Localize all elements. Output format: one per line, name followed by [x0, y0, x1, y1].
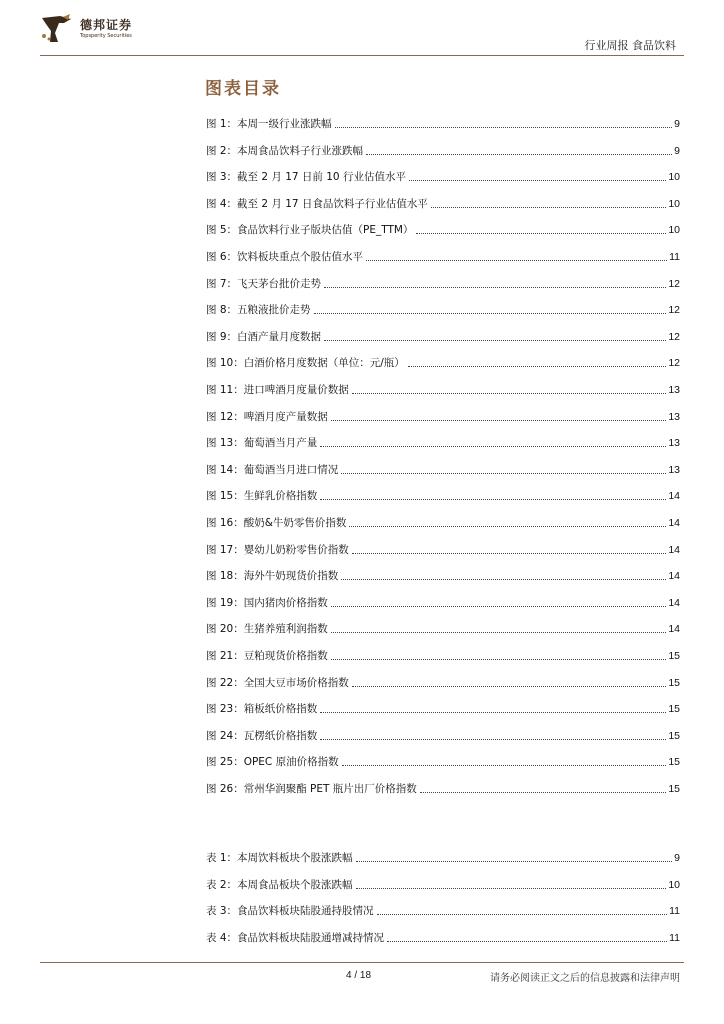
toc-entry-page: 12	[668, 304, 680, 317]
logo-english-text: Topsperity Securities	[80, 33, 132, 39]
toc-entry-label: 表 4：食品饮料板块陆股通增减持情况	[206, 931, 385, 944]
dot-leader	[320, 739, 666, 740]
toc-entry-label: 图 2：本周食品饮料子行业涨跌幅	[206, 144, 364, 157]
dot-leader	[342, 765, 667, 766]
figure-toc-entry[interactable]	[206, 170, 680, 184]
toc-entry-label: 图 4：截至 2 月 17 日食品饮料子行业估值水平	[206, 197, 428, 210]
figure-toc-entry[interactable]	[206, 250, 680, 264]
toc-entry-page: 11	[669, 931, 680, 944]
dot-leader	[366, 154, 672, 155]
dot-leader	[349, 526, 666, 527]
toc-entry-label: 图 20：生猪养殖利润指数	[206, 623, 328, 636]
toc-entry-label: 图 6：饮料板块重点个股估值水平	[206, 251, 364, 263]
toc-entry-label: 图 21：豆粕现货价格指数	[206, 650, 328, 662]
figure-toc-entry[interactable]	[206, 729, 680, 743]
toc-entry-page: 14	[668, 517, 680, 529]
toc-entry-page: 13	[668, 463, 680, 476]
dot-leader	[324, 340, 666, 341]
toc-entry-label: 图 19：国内猪肉价格指数	[206, 596, 328, 609]
legal-disclaimer: 请务必阅读正文之后的信息披露和法律声明	[490, 973, 680, 984]
figure-toc-entry[interactable]	[206, 622, 680, 636]
figure-toc-entry[interactable]	[206, 303, 680, 317]
logo-chinese-text: 德邦证券	[80, 18, 133, 32]
dot-leader	[408, 366, 667, 367]
figure-toc-entry[interactable]	[206, 596, 680, 610]
toc-entry-page: 14	[668, 543, 680, 556]
toc-entry-label: 图 12：啤酒月度产量数据	[206, 410, 328, 423]
figure-toc-entry[interactable]	[206, 197, 680, 211]
toc-entry-page: 9	[674, 852, 680, 864]
toc-entry-label: 表 2：本周食品板块个股涨跌幅	[206, 878, 353, 891]
dot-leader	[331, 420, 667, 421]
figure-toc-entry[interactable]	[206, 330, 680, 344]
dot-leader	[331, 632, 667, 633]
toc-entry-page: 11	[669, 251, 680, 263]
figure-toc-entry[interactable]	[206, 569, 680, 583]
toc-entry-page: 13	[668, 410, 680, 423]
figure-toc-entry[interactable]	[206, 702, 680, 716]
toc-entry-label: 图 14：葡萄酒当月进口情况	[206, 463, 339, 476]
toc-entry-label: 图 3：截至 2 月 17 日前 10 行业估值水平	[206, 171, 406, 184]
dot-leader	[409, 180, 666, 181]
table-toc-entry[interactable]	[206, 904, 680, 918]
dot-leader	[331, 606, 667, 607]
figure-toc-entry[interactable]	[206, 489, 680, 503]
dot-leader	[331, 659, 667, 660]
toc-entry-page: 15	[668, 756, 680, 769]
dot-leader	[320, 446, 666, 447]
toc-entry-page: 12	[668, 277, 680, 290]
toc-entry-label: 图 25：OPEC 原油价格指数	[206, 756, 339, 769]
dot-leader	[356, 888, 667, 889]
toc-entry-page: 15	[668, 676, 680, 689]
toc-entry-label: 图 22：全国大豆市场价格指数	[206, 676, 349, 689]
dot-leader	[320, 712, 666, 713]
figure-toc-entry[interactable]	[206, 383, 680, 397]
figure-toc-entry[interactable]	[206, 516, 680, 530]
table-toc-entry[interactable]	[206, 931, 680, 945]
figure-toc-entry[interactable]	[206, 117, 680, 131]
toc-entry-page: 10	[668, 224, 680, 237]
toc-entry-label: 图 10：白酒价格月度数据（单位：元/瓶）	[206, 357, 405, 370]
dot-leader	[352, 393, 667, 394]
dot-leader	[352, 686, 667, 687]
dot-leader	[314, 313, 667, 314]
figure-toc-entry[interactable]	[206, 410, 680, 424]
toc-entry-label: 图 18：海外牛奶现货价指数	[206, 570, 339, 583]
figure-toc-entry[interactable]	[206, 144, 680, 158]
toc-entry-page: 12	[668, 330, 680, 343]
toc-entry-page: 13	[668, 437, 680, 450]
toc-entry-label: 图 8：五粮液批价走势	[206, 304, 311, 317]
figure-toc-entry[interactable]	[206, 223, 680, 237]
figure-toc-entry[interactable]	[206, 755, 680, 769]
dot-leader	[387, 941, 667, 942]
toc-entry-page: 9	[674, 144, 680, 157]
table-toc-entry[interactable]	[206, 851, 680, 865]
toc-entry-label: 图 26：常州华润聚酯 PET 瓶片出厂价格指数	[206, 783, 417, 795]
dot-leader	[420, 792, 667, 793]
figure-toc-entry[interactable]	[206, 277, 680, 291]
toc-entry-page: 10	[668, 878, 680, 891]
dot-leader	[352, 553, 667, 554]
header-divider	[40, 55, 684, 56]
toc-entry-label: 图 23：箱板纸价格指数	[206, 703, 318, 716]
dot-leader	[324, 287, 666, 288]
toc-entry-label: 图 5：食品饮料行业子版块估值（PE_TTM）	[206, 224, 414, 237]
dot-leader	[335, 127, 673, 128]
dot-leader	[416, 233, 666, 234]
dot-leader	[320, 499, 666, 500]
toc-entry-page: 14	[668, 570, 680, 583]
figure-toc-entry[interactable]	[206, 436, 680, 450]
toc-entry-label: 图 13：葡萄酒当月产量	[206, 437, 318, 450]
dot-leader	[377, 914, 668, 915]
toc-entry-page: 14	[668, 490, 680, 503]
toc-entry-page: 11	[669, 905, 680, 918]
toc-entry-page: 14	[668, 596, 680, 609]
company-logo	[40, 14, 170, 46]
figure-toc-entry[interactable]	[206, 356, 680, 370]
figure-toc-entry[interactable]	[206, 463, 680, 477]
table-toc-entry[interactable]	[206, 878, 680, 892]
logo-mark-icon	[40, 14, 74, 44]
toc-entry-label: 表 1：本周饮料板块个股涨跌幅	[206, 852, 353, 864]
toc-entry-page: 10	[668, 171, 680, 184]
figure-toc-entry[interactable]	[206, 782, 680, 796]
toc-entry-label: 表 3：食品饮料板块陆股通持股情况	[206, 905, 374, 918]
footer-divider	[40, 962, 684, 963]
page-number: 4 / 18	[346, 970, 372, 981]
toc-entry-page: 15	[668, 729, 680, 742]
figure-toc-entry[interactable]	[206, 676, 680, 690]
toc-entry-page: 15	[668, 650, 680, 662]
toc-entry-label: 图 24：瓦楞纸价格指数	[206, 729, 318, 742]
toc-entry-page: 15	[668, 703, 680, 716]
report-type: 行业周报 食品饮料	[584, 39, 676, 52]
figure-toc-entry[interactable]	[206, 649, 680, 663]
toc-entry-page: 14	[668, 623, 680, 636]
toc-entry-label: 图 1：本周一级行业涨跌幅	[206, 118, 332, 130]
dot-leader	[366, 260, 667, 261]
dot-leader	[431, 207, 666, 208]
toc-entry-page: 12	[668, 357, 680, 370]
toc-entry-label: 图 15：生鲜乳价格指数	[206, 490, 318, 503]
toc-entry-page: 13	[668, 384, 680, 396]
page-header	[0, 0, 724, 58]
toc-entry-label: 图 11：进口啤酒月度量价数据	[206, 384, 349, 396]
figure-toc-entry[interactable]	[206, 543, 680, 557]
toc-entry-label: 图 16：酸奶&牛奶零售价指数	[206, 517, 347, 529]
dot-leader	[341, 473, 666, 474]
toc-entry-page: 10	[668, 197, 680, 210]
toc-title: 图表目录	[205, 79, 281, 99]
dot-leader	[356, 861, 673, 862]
toc-entry-label: 图 7：飞天茅台批价走势	[206, 277, 322, 290]
dot-leader	[341, 579, 666, 580]
toc-entry-page: 9	[674, 118, 680, 130]
toc-entry-label: 图 17：婴幼儿奶粉零售价指数	[206, 543, 349, 556]
toc-entry-label: 图 9：白酒产量月度数据	[206, 330, 322, 343]
toc-entry-page: 15	[668, 783, 680, 795]
